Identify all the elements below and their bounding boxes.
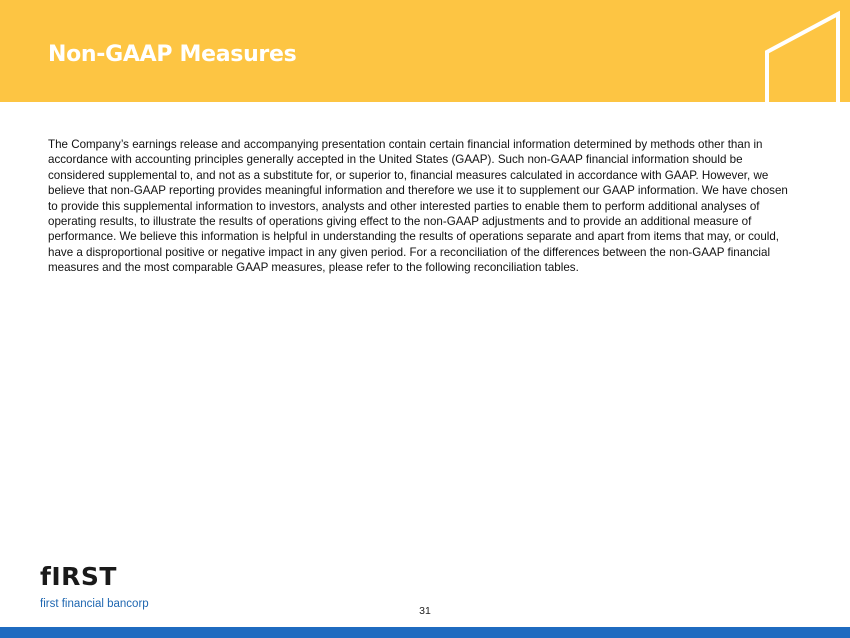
page-number: 31 [419,605,431,617]
company-logo: fIRST [40,562,117,591]
company-tagline: first financial bancorp [40,598,149,610]
house-outline-decoration [760,10,850,102]
body-paragraph: The Company’s earnings release and accompanying presentation contain certain financial information determined by methods other than in accordance with accounting principles generally accepted in the United States (GAAP). Such non-GAAP financial information should be considered supplemental to, and not as a substitute for, or superior to, financial measures calculated in accordance with GAAP. However, we believe that non-GAAP reporting provides meaningful information and therefore we use it to supplement our GAAP information. We have chosen to provide this supplemental information to investors, analysts and other interested parties to enable them to perform additional analyses of operating results, to illustrate the results of operations giving effect to the non-GAAP adjustments and to provide an additional measure of performance. We believe this information is helpful in understanding the results of operations separate and apart from items that may, or could, have a disproportional positive or negative impact in any given period. For a reconciliation of the differences between the non-GAAP financial measures and the most comparable GAAP measures, please refer to the following reconciliation tables. [48,138,788,275]
slide-title: Non-GAAP Measures [48,42,297,67]
footer-bar [0,627,850,638]
